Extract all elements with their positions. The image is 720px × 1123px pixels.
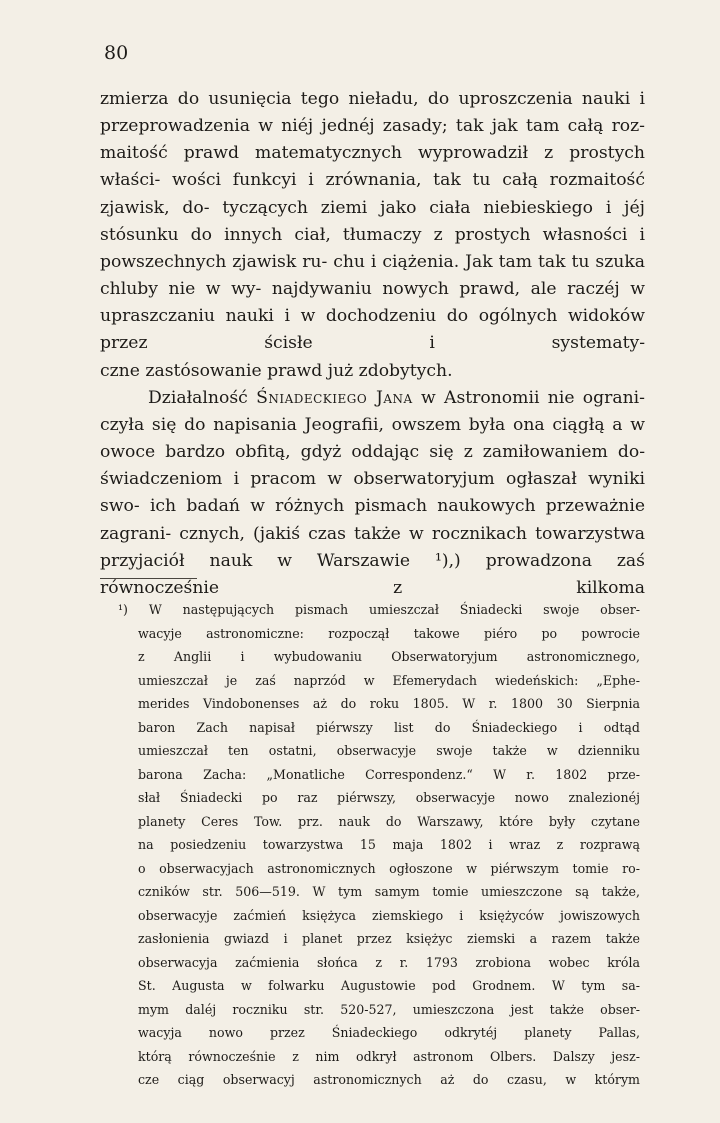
text-line: w Astronomii nie ograni- xyxy=(412,387,645,408)
footnote-line: czników str. 506—519. W tym samym tomie umieszczone są także, xyxy=(138,884,640,899)
text-line: czne zastósowanie prawd już zdobytych. xyxy=(100,360,453,381)
footnote-line: mym daléj roczniku str. 520-527, umieszczona jest także obser- xyxy=(138,1001,640,1017)
footnote-line: merides Vindobonenses aż do roku 1805. W r. 1800 30 Sierpnia xyxy=(138,696,640,711)
text-line: wości funkcyi i zrównania, tak tu całą rozmaitość zjawisk, do- xyxy=(100,170,645,218)
text-line: zmierza do usunięcia tego nieładu, do uproszczenia nauki xyxy=(100,89,631,109)
footnote-line: którą równocześnie z nim odkrył astronom Olbers. Dalszy jesz- xyxy=(138,1048,640,1064)
paragraph-1-last-line xyxy=(100,358,645,385)
text-line: najdywaniu nowych prawd, ale raczéj w upraszczaniu nauki xyxy=(100,279,645,327)
text-line: nauk w Warszawie ¹),) prowadzona zaś równocześnie z kilkoma xyxy=(100,550,645,598)
text-line: i w dochodzeniu do ogólnych widoków przez ścisłe i systematy- xyxy=(100,306,645,354)
author-name-small-caps: Śniadeckiego Jana xyxy=(256,387,413,408)
paragraph-2 xyxy=(100,385,645,602)
footnote-line: na posiedzeniu towarzystwa 15 maja 1802 i wraz z rozprawą xyxy=(138,837,640,852)
footnote-line: zasłonienia gwiazd i planet przez księżyc ziemski a razem także xyxy=(138,931,640,946)
footnote xyxy=(118,598,640,1092)
footnote-line: słał Śniadecki po raz piérwszy, obserwacyje nowo znalezionéj xyxy=(138,790,640,805)
text-line: i przeprowadzenia w niéj jednéj zasady; tak jak tam całą roz- xyxy=(100,89,645,137)
text-line: w owoce bardzo obfitą, gdyż oddając się z zamiłowaniem do- xyxy=(100,414,645,463)
footnote-line: obserwacyja zaćmienia słońca z r. 1793 zrobiona wobec króla xyxy=(138,954,640,970)
footnote-line: o obserwacyjach astronomicznych ogłoszone w piérwszym tomie ro- xyxy=(138,860,640,876)
footnote-line: z Anglii i wybudowaniu Obserwatoryjum astronomicznego, xyxy=(138,649,640,664)
text-line: ciał, tłumaczy z prostych własności i powszechnych zjawisk ru- xyxy=(100,224,645,272)
footnote-line: cze ciąg obserwacyj astronomicznych aż do czasu, w którym xyxy=(138,1072,640,1087)
footnote-line: barona Zacha: „Monatliche Correspondenz.“ W r. 1802 prze- xyxy=(138,766,640,782)
footnote-line: baron Zach napisał piérwszy list do Śniadeckiego i odtąd xyxy=(138,719,640,735)
footnote-line: planety Ceres Tow. prz. nauk do Warszawy, które były czytane xyxy=(138,813,640,829)
text-line: tyczących ziemi jako ciała niebieskiego i jéj stósunku do innych xyxy=(100,197,645,245)
footnote-line: umieszczał ten ostatni, obserwacyje swoje także w dzienniku xyxy=(138,743,640,758)
footnote-separator xyxy=(100,578,197,579)
paragraph-1 xyxy=(100,86,645,358)
footnote-line: St. Augusta w folwarku Augustowie pod Grodnem. W tym sa- xyxy=(138,978,640,993)
footnote-line: wacyje astronomiczne: rozpoczął takowe piéro po powrocie xyxy=(138,625,640,641)
footnote-line: obserwacyje zaćmień księżyca ziemskiego i księżyców jowiszowych xyxy=(138,907,640,923)
text-line: czyła się do napisania Jeografii, owszem była ona ciągłą a xyxy=(100,414,623,435)
footnote-line: umieszczał je zaś naprzód w Efemerydach wiedeńskich: „Ephe- xyxy=(138,672,640,688)
footnote-line: wacyja nowo przez Śniadeckiego odkrytéj planety Pallas, xyxy=(138,1025,640,1040)
main-text xyxy=(100,86,645,602)
text-line: maitość prawd matematycznych wyprowadził z prostych właści- xyxy=(100,143,645,191)
text-line: chu i ciążenia. Jak tam tak tu szuka chluby nie w wy- xyxy=(100,251,645,300)
footnote-line: ¹) W następujących pismach umieszczał Śniadecki swoje obser- xyxy=(118,602,640,617)
text-line: ich badań w różnych pismach naukowych przeważnie zagrani- xyxy=(100,496,645,544)
text-line: cznych, (jakiś czas także w rocznikach towarzystwa przyjaciół xyxy=(100,523,645,571)
text-run: Działalność xyxy=(148,387,257,408)
text-line: świadczeniom i pracom w obserwatoryjum ogłaszał wyniki swo- xyxy=(100,469,645,517)
page-number: 80 xyxy=(104,42,129,64)
